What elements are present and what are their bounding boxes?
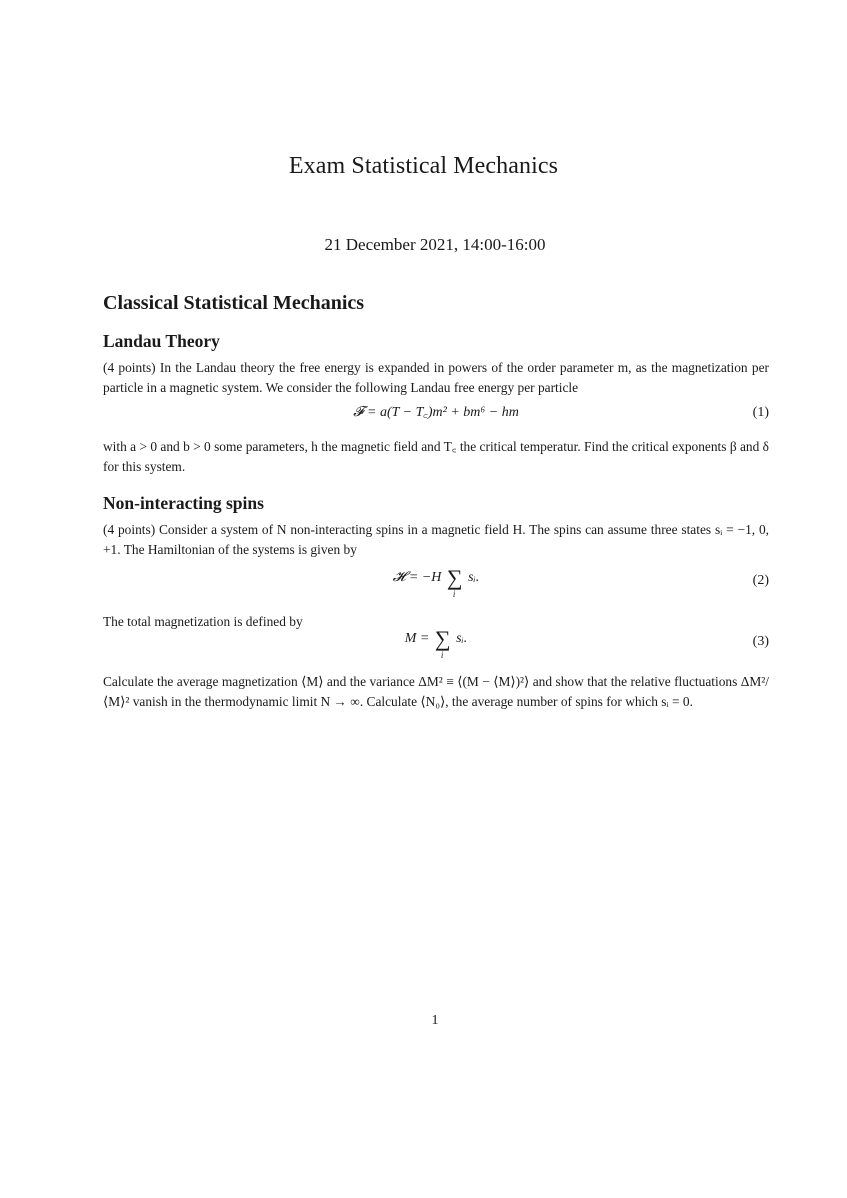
equation-3: [103, 626, 769, 666]
equation-2-left: 𝓗 = −H: [392, 570, 442, 586]
equation-1-number: (1): [752, 405, 769, 420]
equation-3-right: sᵢ.: [456, 631, 468, 647]
equation-2-body: [103, 565, 769, 599]
equation-3-body: [103, 626, 769, 660]
subsection-heading-spins: Non-interacting spins: [103, 493, 264, 513]
spins-final-paragraph: Calculate the average magnetization ⟨M⟩ and the variance ΔM² ≡ ⟨(M − ⟨M⟩)²⟩ and show that the relative fluctuations ΔM²/⟨M⟩² vanish in the thermodynamic limit N → ∞. Calculate ⟨N₀⟩, the average number of spins for which sᵢ = 0.: [103, 674, 769, 709]
equation-2-sum: ∑: [446, 565, 463, 590]
equation-2-number: (2): [752, 573, 769, 588]
page-number: 1: [431, 1013, 439, 1028]
sum-symbol-icon: [434, 626, 451, 660]
equation-2: [103, 565, 769, 605]
equation-3-left: M =: [404, 631, 430, 647]
subsection-heading-landau: Landau Theory: [103, 331, 220, 351]
equation-2-right: sᵢ.: [468, 570, 480, 586]
landau-intro-paragraph: (4 points) In the Landau theory the free energy is expanded in powers of the order parameter m, as the magnetization per particle in a magnetic system. We consider the following Landau free energy per particle: [103, 360, 769, 395]
equation-3-sum: ∑: [434, 626, 451, 651]
sum-symbol-icon: [446, 565, 463, 599]
equation-3-number: (3): [752, 634, 769, 649]
document-title: Exam Statistical Mechanics: [288, 153, 559, 179]
equation-1: [103, 405, 769, 435]
spins-intro-paragraph: (4 points) Consider a system of N non-interacting spins in a magnetic field H. The spins can assume three states sᵢ = −1, 0, +1. The Hamiltonian of the systems is given by: [103, 522, 769, 557]
document-date: 21 December 2021, 14:00-16:00: [324, 235, 546, 254]
spins-mid-text: The total magnetization is defined by: [103, 614, 303, 629]
equation-3-sum-index: i: [440, 650, 444, 660]
landau-after-paragraph: with a > 0 and b > 0 some parameters, h the magnetic field and T꜀ the critical temperatur. Find the critical exponents β and δ for this system.: [103, 439, 769, 474]
section-heading: Classical Statistical Mechanics: [103, 292, 365, 314]
equation-1-body: 𝓕 = a(T − T꜀)m² + bm⁶ − hm: [353, 405, 519, 420]
equation-2-sum-index: i: [452, 589, 456, 599]
